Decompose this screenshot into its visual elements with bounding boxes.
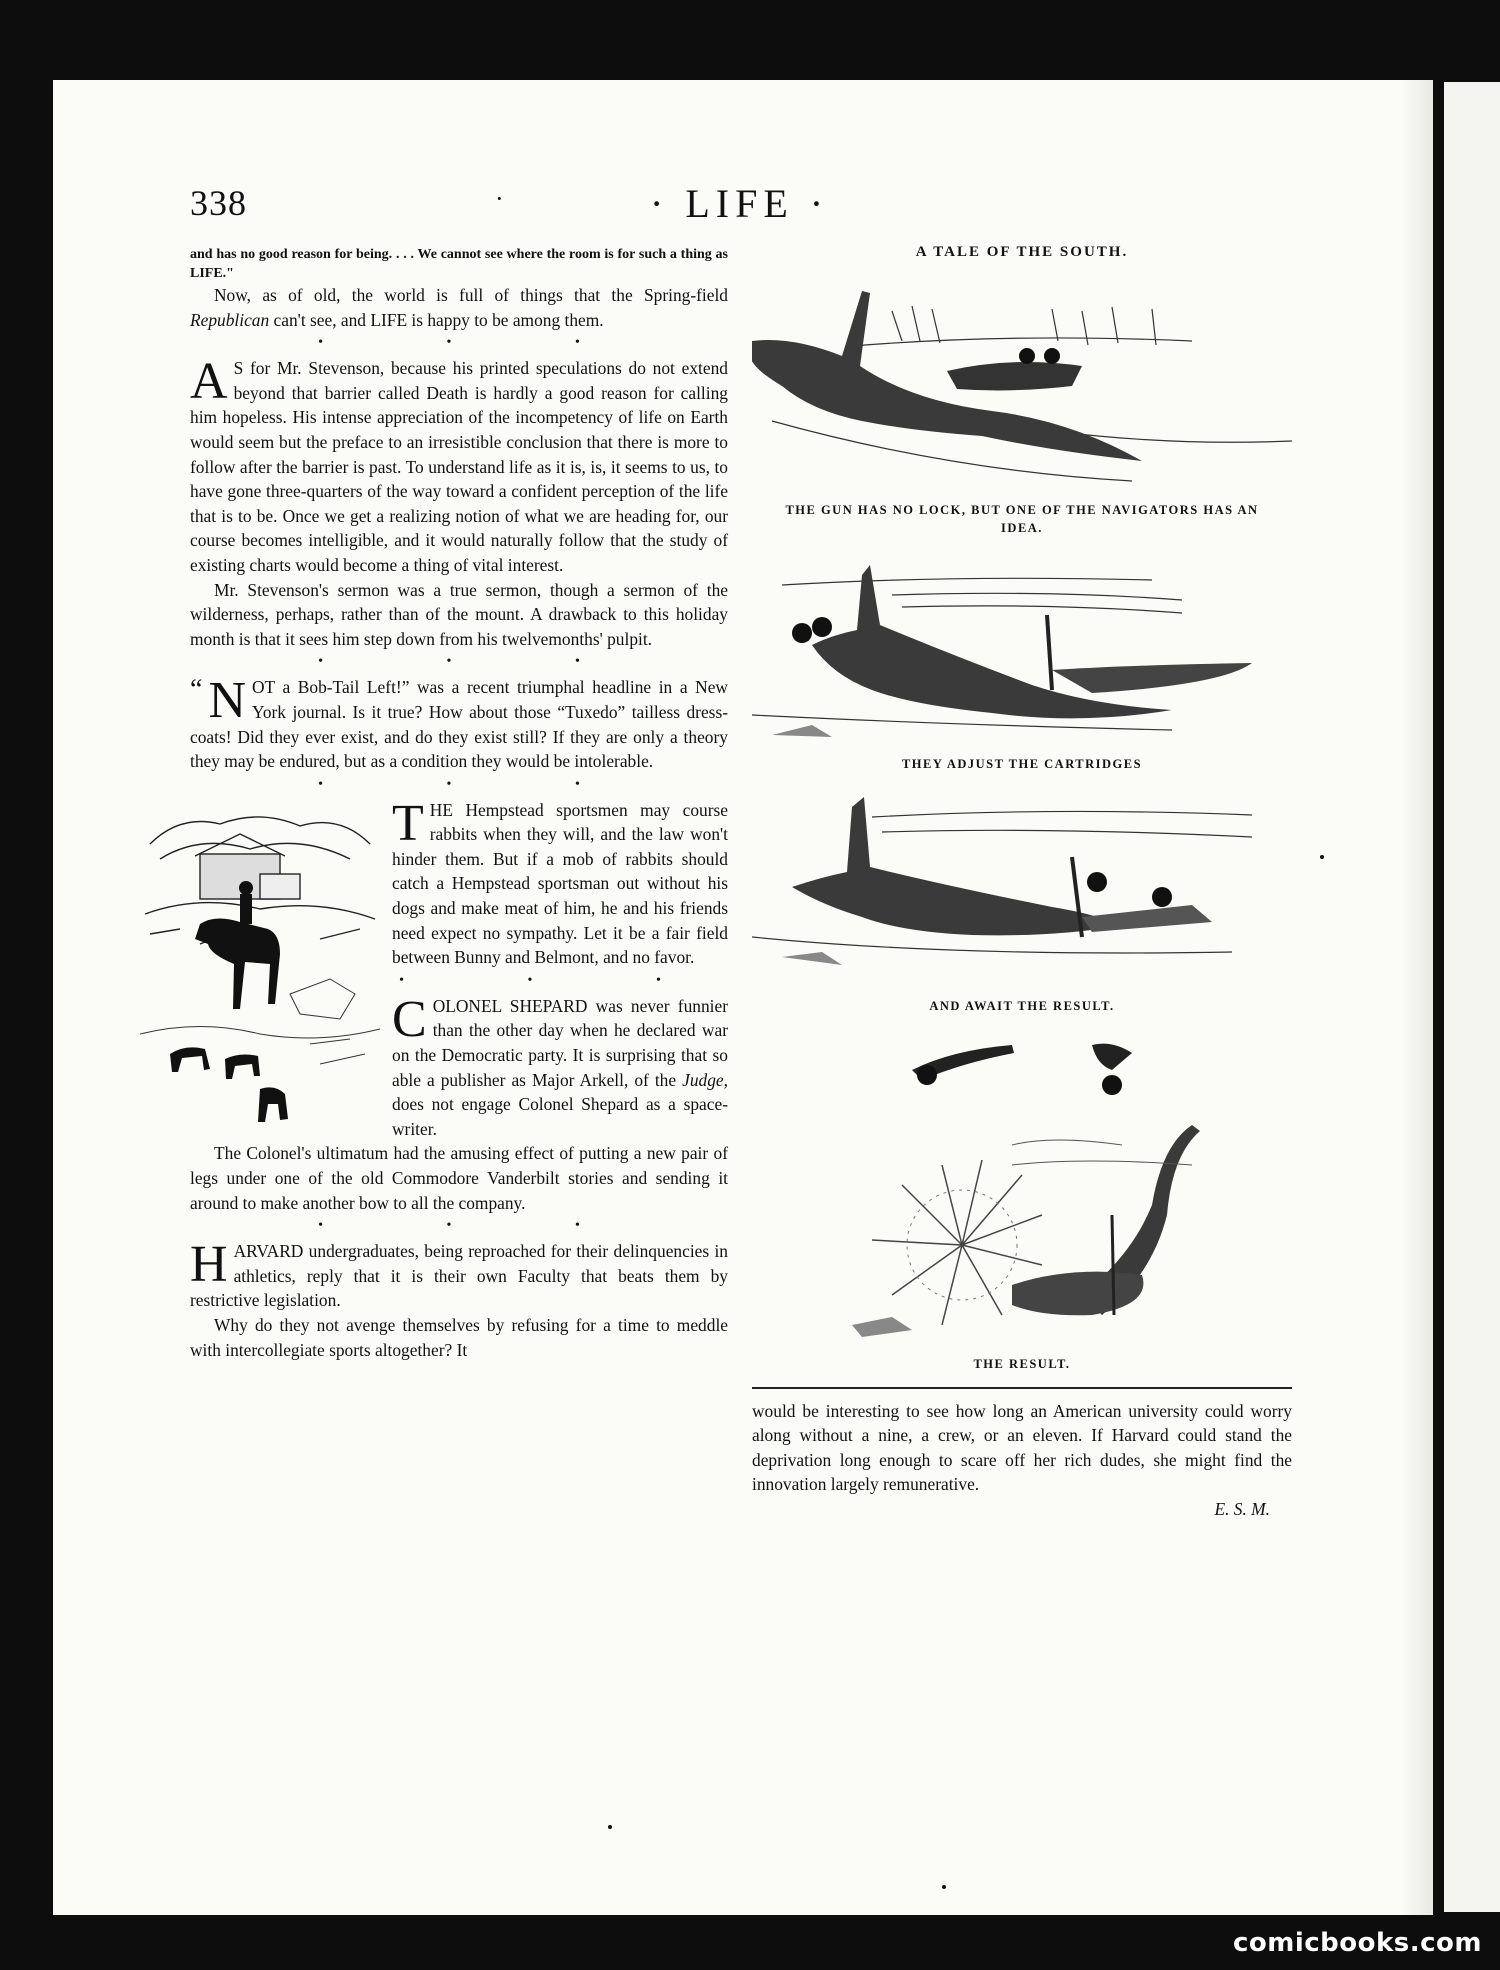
intro-paragraph xyxy=(190,283,728,332)
header-dot: · xyxy=(495,184,504,213)
dropcap: A xyxy=(190,353,228,411)
panel-2-illustration xyxy=(752,555,1292,755)
dropcap: N xyxy=(208,672,246,730)
caption-2: THEY ADJUST THE CARTRIDGES xyxy=(901,756,1143,771)
panel-1 xyxy=(752,271,1292,501)
section-divider: • • • xyxy=(318,654,640,670)
column-rule xyxy=(752,1387,1292,1389)
stevenson-paragraph-2: Mr. Stevenson's sermon was a true sermon, though a sermon of the wilderness, perhaps, rather than of the mount. A drawback to this holiday month is that it sees him step down from his twelvemonths' pulpit. xyxy=(190,579,728,649)
intro-italic: Republican xyxy=(190,309,270,330)
panel-3 xyxy=(752,787,1292,997)
shepard-paragraph-2: The Colonel's ultimatum had the amusing effect of putting a new pair of legs under one of the old Commodore Vanderbilt stories and sending it around to make another bow to all the company. xyxy=(190,1143,728,1213)
dropcap: C xyxy=(392,990,427,1048)
panel-1-illustration xyxy=(752,271,1292,501)
harvard-paragraph xyxy=(190,1236,728,1313)
panel-3-illustration xyxy=(752,787,1292,997)
harvard-text: ARVARD undergraduates, being reproached for their delinquencies in athletics, reply that it is their own Faculty that beats them by restrictive legislation. xyxy=(190,1241,728,1311)
intro-text-pre: Now, as of old, the world is full of things that the Spring-field xyxy=(214,285,728,305)
left-column xyxy=(190,245,728,1362)
panel-4-illustration xyxy=(752,1025,1292,1355)
intro-text-post: can't see, and LIFE is happy to be among them. xyxy=(269,309,604,330)
right-column xyxy=(752,240,1292,1522)
shepard-italic: Judge xyxy=(682,1069,724,1090)
page-header xyxy=(190,182,1310,232)
page-number: 338 xyxy=(190,183,247,223)
stevenson-paragraph xyxy=(190,353,728,577)
section-divider: • • • xyxy=(318,776,640,792)
caption-3: AND AWAIT THE RESULT. xyxy=(929,998,1115,1013)
intro-quote-end: and has no good reason for being. . . . We cannot see where the room is for such a thing as LIFE." xyxy=(190,247,728,281)
running-title: · LIFE · xyxy=(650,181,830,226)
bobtail-text: OT a Bob-Tail Left!” was a recent triumphal headline in a New York journal. Is it true? How about those “Tuxedo” tailless dress-coats! Did they ever exist, and do they exist still? If they are only a theory they may be endured, but as a condition they would be intolerable. xyxy=(190,677,728,772)
dropcap: H xyxy=(190,1236,228,1294)
next-page-edge xyxy=(1440,82,1500,1912)
tale-title: A TALE OF THE SOUTH. xyxy=(915,244,1129,260)
panel-4 xyxy=(752,1025,1292,1355)
hempstead-text: HE Hempstead sportsmen may course rabbits when they will, and the law won't hinder them. But if a mob of rabbits should catch a Hempstead sportsman out without his dogs and make meat of him, he and his friends need expect no sympathy. Let it be a fair field between Bunny and Belmont, and no favor. xyxy=(392,799,728,968)
page-speck xyxy=(1320,855,1324,859)
harvard-continuation: would be interesting to see how long an American university could worry along without a nine, a crew, or an eleven. If Harvard could stand the deprivation long enough to scare off her rich dudes, she might find the innovation largely remunerative. xyxy=(752,1400,1292,1495)
gutter-shadow xyxy=(1400,80,1434,1915)
caption-1: THE GUN HAS NO LOCK, BUT ONE OF THE NAVIGATORS HAS AN IDEA. xyxy=(785,502,1259,535)
caption-4: THE RESULT. xyxy=(973,1356,1071,1371)
section-divider: • • • xyxy=(318,335,640,351)
section-divider: • • • xyxy=(399,972,721,988)
stevenson-text: S for Mr. Stevenson, because his printed speculations do not extend beyond that barrier called Death is hardly a good reason for calling him hopeless. His intense appreciation of the incompetency of life on Earth would seem but the preface to an irresistible conclusion that there is more to follow after the barrier is past. To understand life as it is, is, it seems to us, to have gone three-quarters of the way toward a confident perception of the life that is to be. Once we get a realizing notion of what we are heading for, our course becomes intelligible, and it would naturally follow that the study of existing charts would become a thing of vital interest. xyxy=(190,358,728,575)
shepard-text-post: , does not engage Colonel Shepard as a space-writer. xyxy=(392,1069,728,1139)
harvard-paragraph-2: Why do they not avenge themselves by refusing for a time to meddle with intercollegiate sports altogether? It xyxy=(190,1314,728,1360)
hunter-illustration xyxy=(140,804,380,1134)
dropcap: T xyxy=(392,794,424,852)
open-quote: “ xyxy=(190,674,203,706)
panel-2 xyxy=(752,555,1292,755)
shepard-text-pre: OLONEL SHEPARD was never funnier than the other day when he declared war on the Democratic party. It is surprising that so able a publisher as Major Arkell, of the xyxy=(392,995,728,1090)
watermark: comicbooks.com xyxy=(1232,1928,1482,1958)
hempstead-section xyxy=(190,794,728,1142)
page-speck xyxy=(942,1885,946,1889)
section-divider: • • • xyxy=(318,1218,640,1234)
signature: E. S. M. xyxy=(1214,1498,1270,1519)
bobtail-paragraph xyxy=(190,672,728,773)
page-speck xyxy=(608,1825,612,1829)
